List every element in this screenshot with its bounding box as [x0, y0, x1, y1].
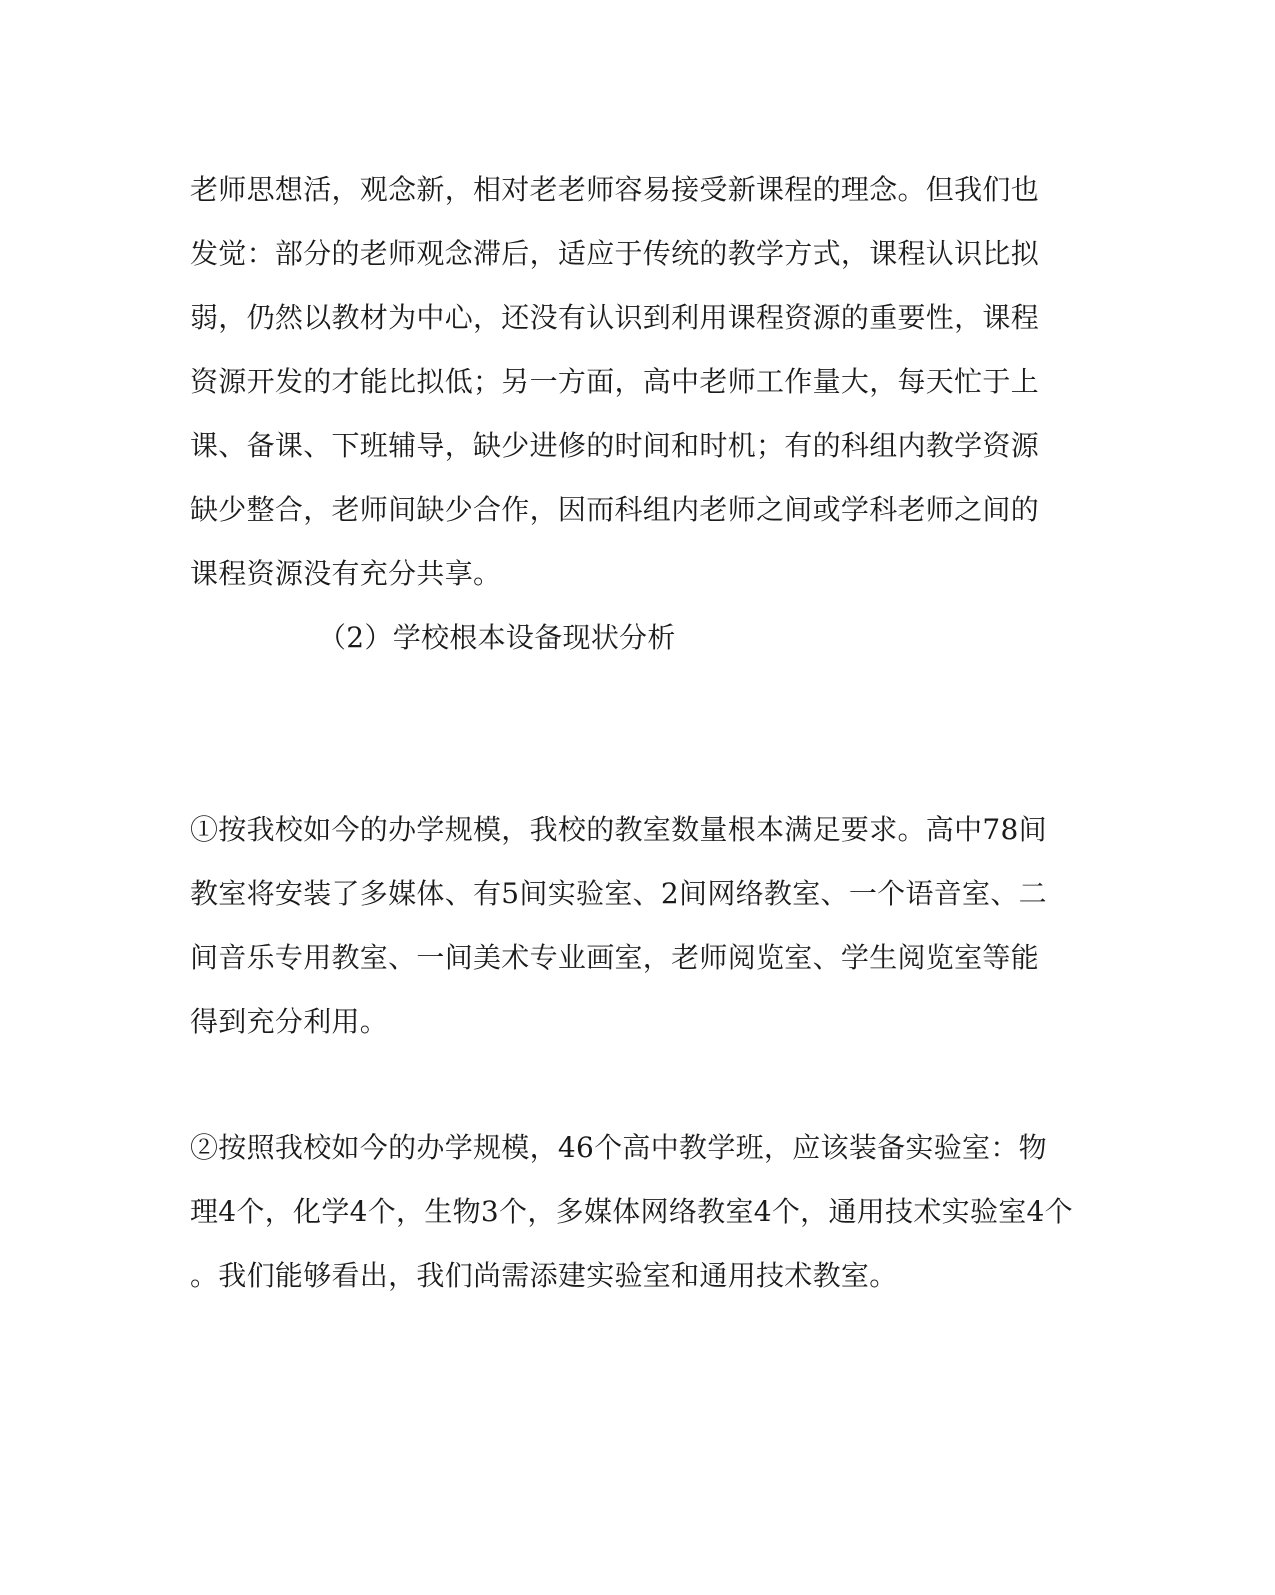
- text-line: 得到充分利用。: [190, 1005, 389, 1038]
- text-line: 老师思想活，观念新，相对老老师容易接受新课程的理念。但我们也: [190, 173, 1040, 206]
- text-line: 缺少整合，老师间缺少合作，因而科组内老师之间或学科老师之间的: [190, 493, 1040, 526]
- text-line: 资源开发的才能比拟低；另一方面，高中老师工作量大，每天忙于上: [190, 365, 1040, 398]
- text-line: 理4个，化学4个，生物3个，多媒体网络教室4个，通用技术实验室4个: [190, 1195, 1073, 1228]
- text-line: 课程资源没有充分共享。: [190, 557, 502, 590]
- text-line: ①按我校如今的办学规模，我校的教室数量根本满足要求。高中78间: [190, 813, 1047, 846]
- text-line: ②按照我校如今的办学规模，46个高中教学班，应该装备实验室：物: [190, 1131, 1047, 1164]
- text-line: 间音乐专用教室、一间美术专业画室，老师阅览室、学生阅览室等能: [190, 941, 1040, 974]
- text-line: 教室将安装了多媒体、有5间实验室、2间网络教室、一个语音室、二: [190, 877, 1047, 910]
- section-heading: （2）学校根本设备现状分析: [318, 621, 676, 654]
- text-line: 弱，仍然以教材为中心，还没有认识到利用课程资源的重要性，课程: [190, 301, 1040, 334]
- text-line: 。我们能够看出，我们尚需添建实验室和通用技术教室。: [190, 1259, 898, 1292]
- text-line: 课、备课、下班辅导，缺少进修的时间和时机；有的科组内教学资源: [190, 429, 1040, 462]
- text-line: 发觉：部分的老师观念滞后，适应于传统的教学方式，课程认识比拟: [190, 237, 1040, 270]
